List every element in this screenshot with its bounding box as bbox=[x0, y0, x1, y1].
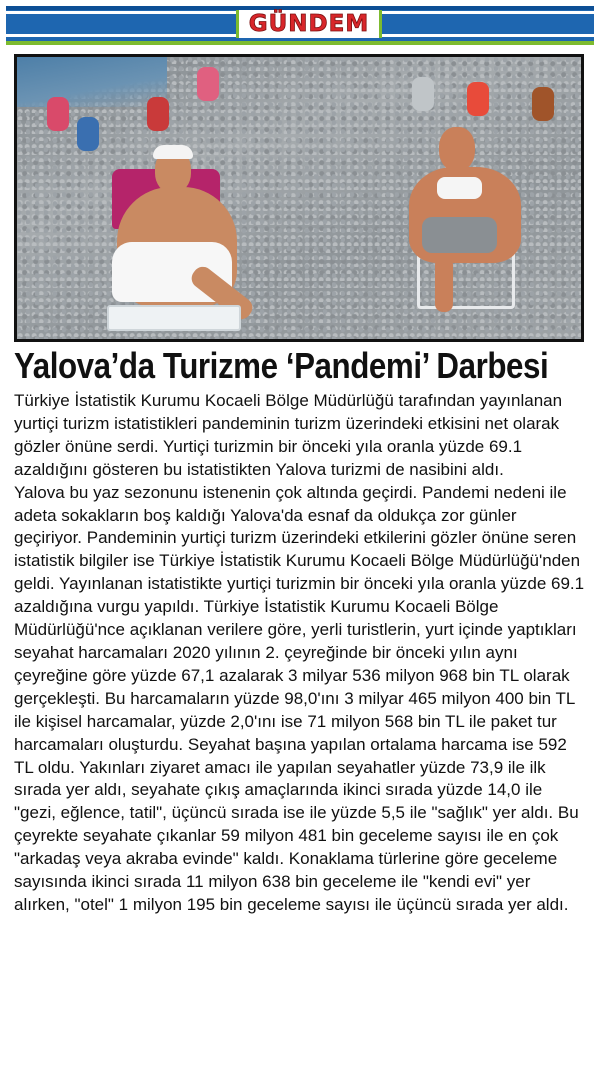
article-paragraph: Yalova bu yaz sezonunu istenenin çok altında geçirdi. Pandemi nedeni ile adeta sokakların boş kaldığı Yalova'da esnaf da oldukça zor günler geçiriyor. Pandeminin yurtiçi turizm üzerindeki etkilerini gözler önüne seren istatistik bilgiler ise Türkiye İstatistik Kurumu Kocaeli Bölge Müdürlüğü'nden geldi. Yayınlanan istatistikte yurtiçi turizmin bir önceki yıla oranla yüzde 69.1 azaldığına vurgu yapıldı. Türkiye İstatistik Kurumu Kocaeli Bölge Müdürlüğü'nce açıklanan verilere göre, yerli turistlerin, yurt içinde yaptıkları seyahat harcamaları 2020 yılının 2. çeyreğinde bir önceki yılın aynı çeyreğine göre yüzde 67,1 azalarak 3 milyar 536 milyon 968 bin TL olarak gerçekleşti. Bu harcamaların yüzde 98,0'ını 3 milyar 465 milyon 400 bin TL ile kişisel harcamalar, yüzde 2,0'ını ise 71 milyon 568 bin TL ile paket tur harcamaları oluşturdu. Seyahat başına yapılan ortalama harcama ise 592 TL oldu. Yakınları ziyaret amacı ile yapılan seyahatler yüzde 73,9 ile ilk sırada yer aldı, seyahate çıkış amaçlarında ikinci sırada yüzde 14,0 ile "gezi, eğlence, tatil", üçüncü sırada ise ile yüzde 5,5 ile "sağlık" yer aldı. Bu çeyrekte seyahate çıkanlar 59 milyon 481 bin geceleme sayısı ile en çok "arkadaş veya akraba evinde" kaldı. Konaklama türlerine göre geceleme sayısında ikinci sırada 11 milyon 638 bin geceleme ile "kendi evi" yer alırken, "otel" 1 milyon 195 bin geceleme sayısı ile üçüncü sırada yer aldı. bbox=[14, 482, 585, 914]
background-person bbox=[147, 97, 169, 131]
background-person bbox=[197, 67, 219, 101]
background-person bbox=[412, 77, 434, 111]
article-photo bbox=[14, 54, 584, 342]
man-right-shorts bbox=[422, 217, 497, 253]
article-body bbox=[14, 390, 586, 917]
beach-chair-left bbox=[107, 305, 241, 331]
article-paragraph: Türkiye İstatistik Kurumu Kocaeli Bölge Müdürlüğü tarafından yayınlanan yurtiçi turizm istatistikleri pandeminin turizm üzerindeki etkisini net olarak gözler önüne serdi. Yurtiçi turizmin bir önceki yıla oranla yüzde 69.1 azaldığını gösteren bu istatistikten Yalova turizmi de nasibini aldı. bbox=[14, 391, 563, 479]
background-person bbox=[47, 97, 69, 131]
section-header-bar bbox=[6, 6, 594, 42]
background-person bbox=[467, 82, 489, 116]
man-left-cap bbox=[153, 145, 193, 159]
section-label: GÜNDEM bbox=[236, 10, 382, 38]
man-right-leg bbox=[435, 257, 453, 312]
man-right-head bbox=[439, 127, 475, 171]
background-person bbox=[77, 117, 99, 151]
sea-area bbox=[17, 57, 167, 107]
man-right-towel bbox=[437, 177, 482, 199]
article-headline: Yalova’da Turizme ‘Pandemi’ Darbesi bbox=[14, 345, 549, 386]
background-person bbox=[532, 87, 554, 121]
